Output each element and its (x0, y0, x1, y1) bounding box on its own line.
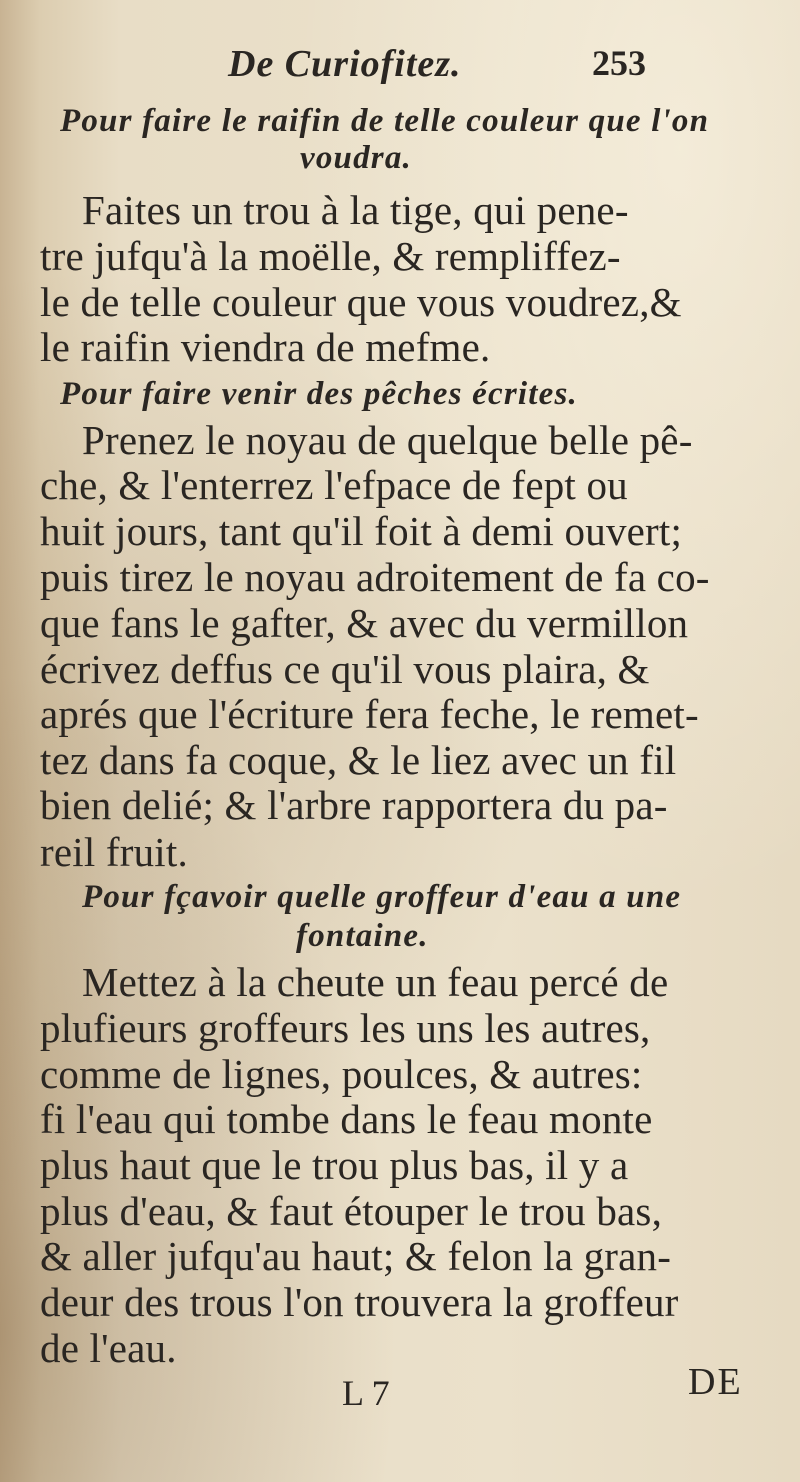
body-line: plufieurs groffeurs les uns les autres, (40, 1005, 651, 1051)
body-line: le raifin viendra de mefme. (40, 324, 491, 370)
body-line: puis tirez le noyau adroitement de fa co- (40, 554, 710, 600)
body-line: tre jufqu'à la moëlle, & rempliffez- (40, 233, 621, 279)
catchword: DE (688, 1361, 743, 1403)
body-line: de l'eau. (40, 1325, 177, 1371)
body-line: & aller jufqu'au haut; & felon la gran- (40, 1233, 672, 1279)
body-line: fi l'eau qui tombe dans le feau monte (40, 1096, 653, 1142)
section-heading: Pour faire venir des pêches écrites. (60, 376, 578, 412)
running-head-title: De Curiofitez. (228, 43, 462, 85)
body-line: plus d'eau, & faut étouper le trou bas, (40, 1188, 663, 1234)
body-line: che, & l'enterrez l'efpace de fept ou (40, 462, 628, 508)
body-line: bien delié; & l'arbre rapportera du pa- (40, 782, 668, 828)
body-line: que fans le gafter, & avec du vermillon (40, 600, 689, 646)
body-line: reil fruit. (40, 829, 188, 875)
body-line: Mettez à la cheute un feau percé de (82, 959, 669, 1005)
section-heading: voudra. (300, 140, 412, 176)
section-heading: Pour fçavoir quelle groffeur d'eau a une (82, 879, 682, 915)
body-line: Prenez le noyau de quelque belle pê- (82, 417, 693, 463)
section-heading: fontaine. (296, 918, 429, 954)
body-line: tez dans fa coque, & le liez avec un fil (40, 737, 677, 783)
body-line: huit jours, tant qu'il foit à demi ouvert; (40, 508, 683, 554)
body-line: Faites un trou à la tige, qui pene- (82, 187, 629, 233)
section-heading: Pour faire le raifin de telle couleur que l'on (60, 103, 710, 139)
body-line: deur des trous l'on trouvera la groffeur (40, 1279, 679, 1325)
body-line: écrivez deffus ce qu'il vous plaira, & (40, 646, 650, 692)
page-number: 253 (592, 43, 646, 83)
body-line: le de telle couleur que vous voudrez,& (40, 279, 682, 325)
body-line: aprés que l'écriture fera feche, le remet- (40, 691, 699, 737)
body-line: comme de lignes, poulces, & autres: (40, 1051, 643, 1097)
body-line: plus haut que le trou plus bas, il y a (40, 1142, 629, 1188)
signature-mark: L 7 (342, 1373, 390, 1413)
